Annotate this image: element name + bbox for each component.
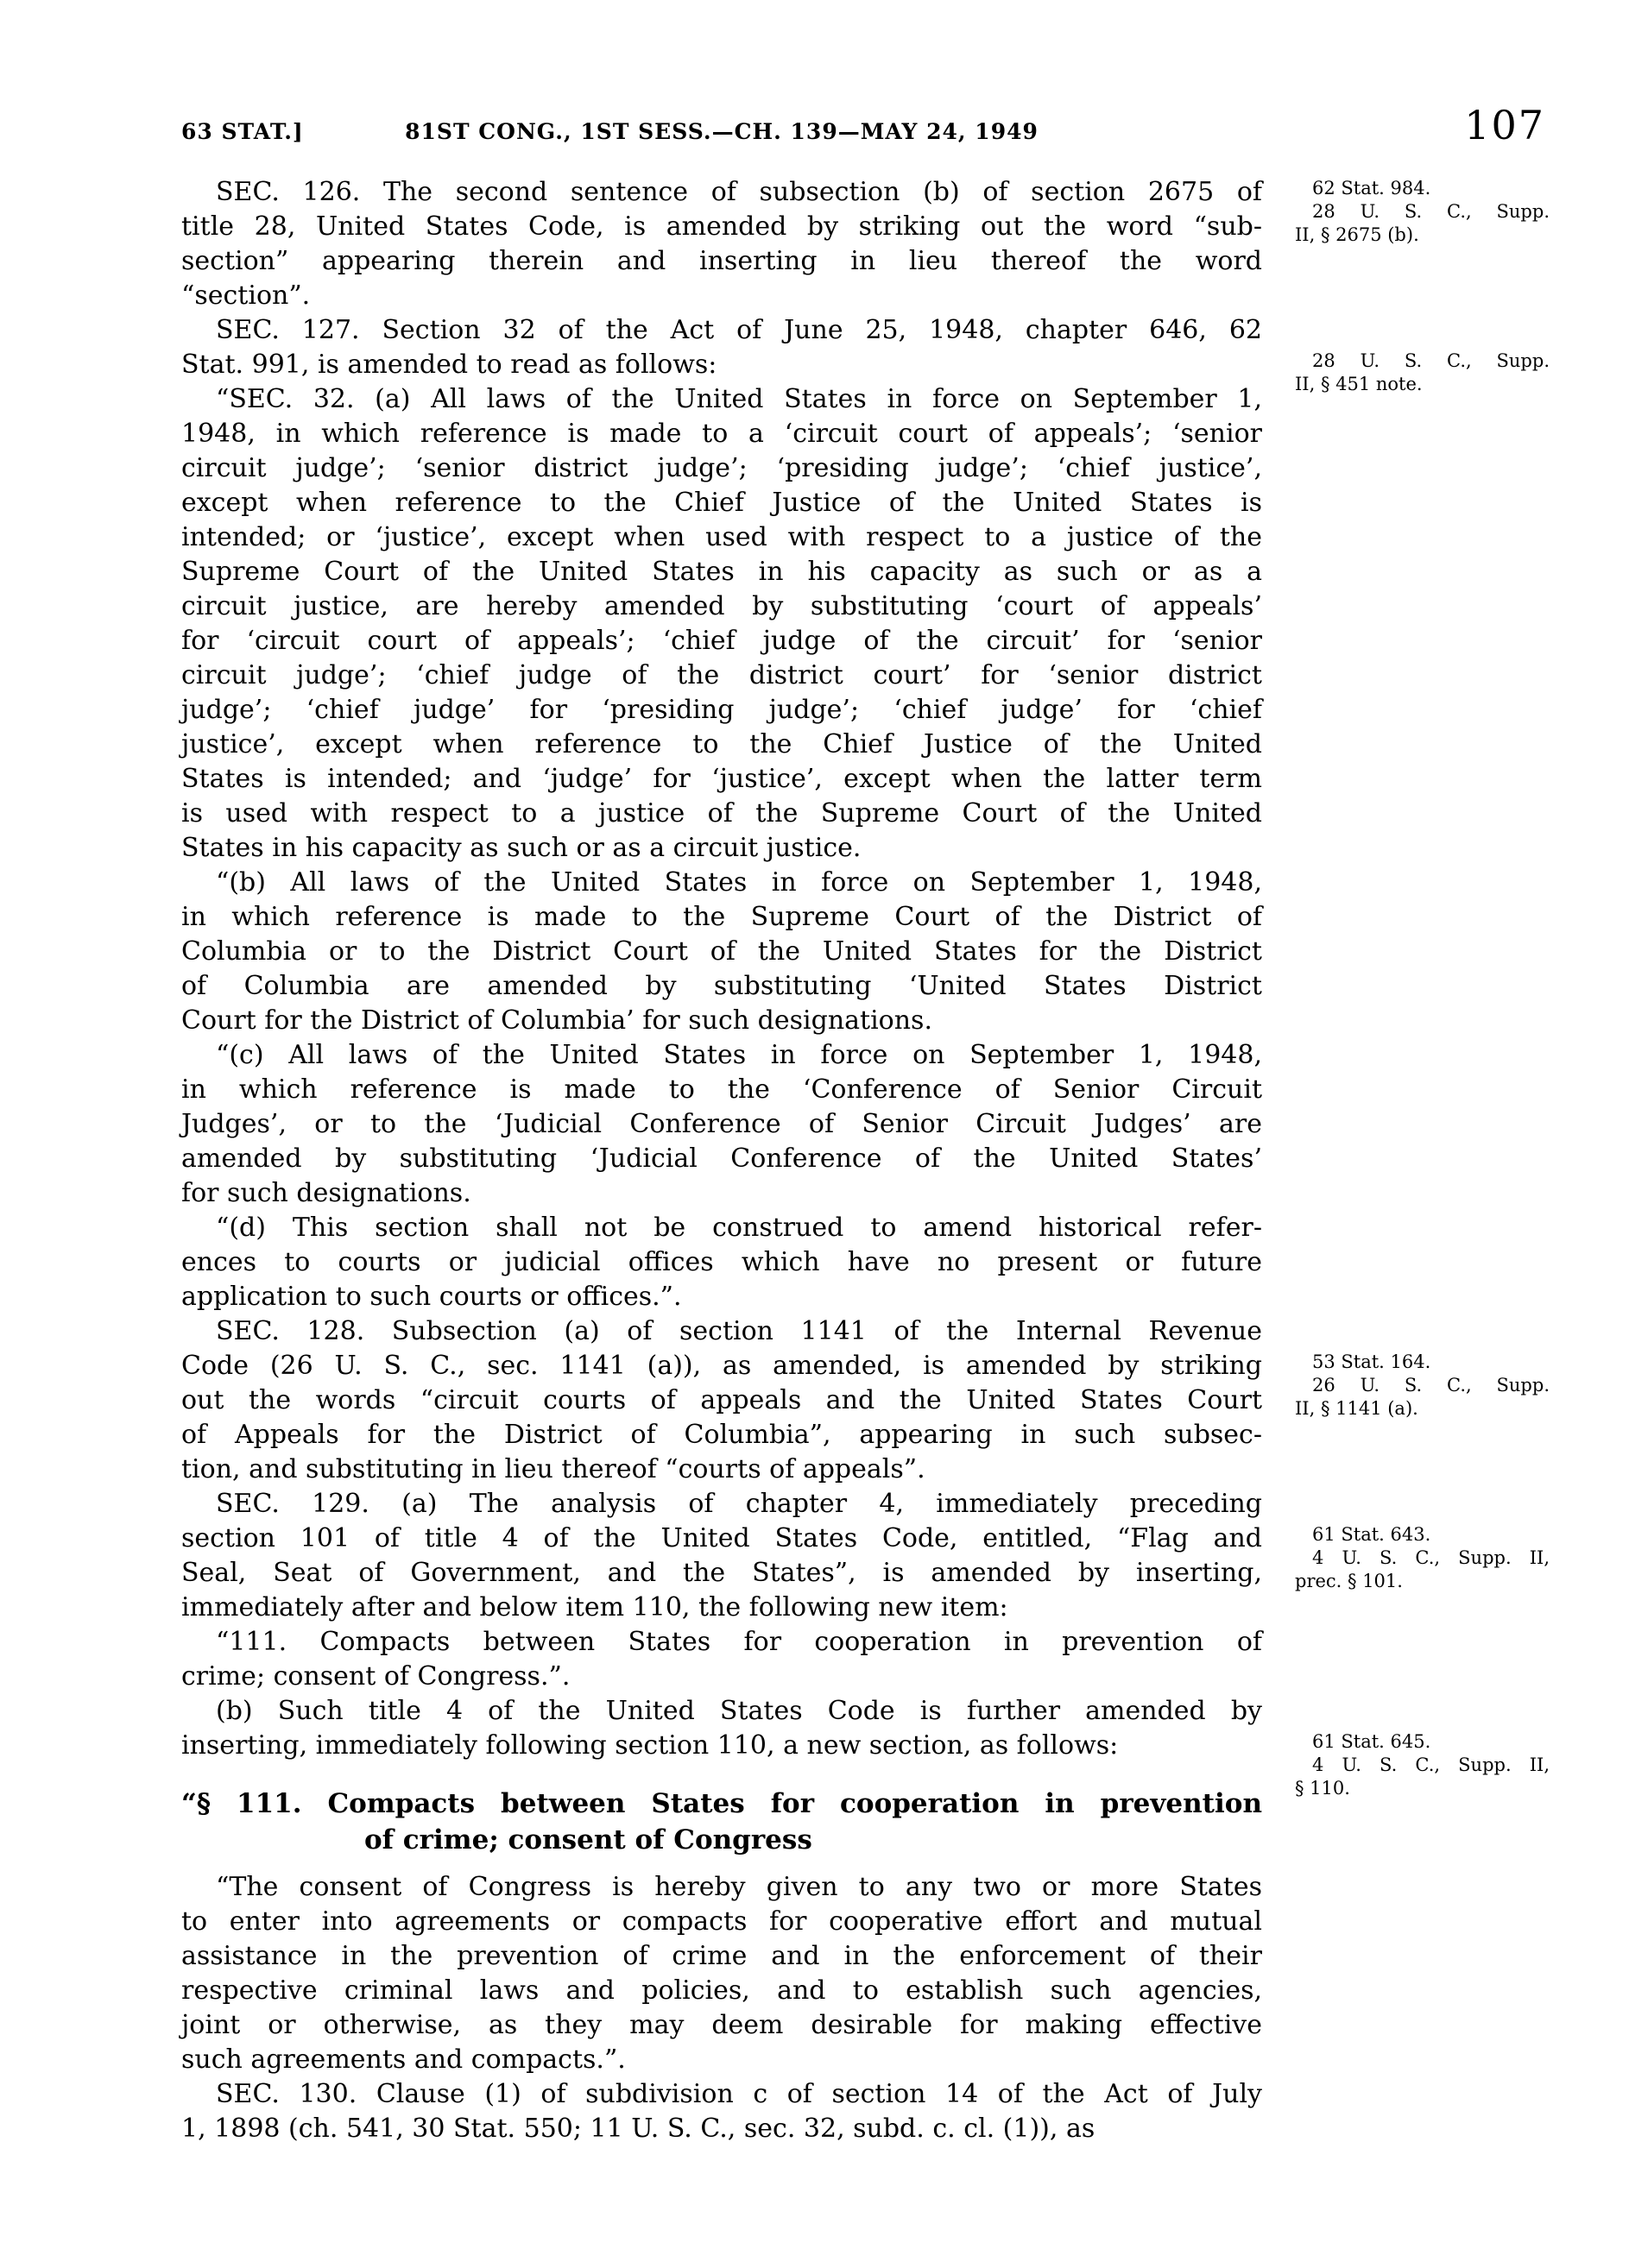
text-line: “§ 111. Compacts between States for cooperation in prevention: [181, 1788, 1262, 1819]
text-line: for ‘circuit court of appeals’; ‘chief judge of the circuit’ for ‘senior: [181, 626, 1262, 656]
citation-line: 28 U. S. C., Supp.: [1312, 350, 1550, 371]
statute-paragraph: [181, 1038, 1262, 1211]
text-line: crime; consent of Congress.”.: [181, 1661, 571, 1692]
text-line: out the words “circuit courts of appeals and the United States Court: [181, 1385, 1262, 1415]
margin-notes: [1295, 0, 1550, 2268]
citation: [1295, 1351, 1550, 1374]
statute-paragraph: [181, 1625, 1262, 1694]
text-line: circuit judge’; ‘chief judge of the district court’ for ‘senior district: [181, 660, 1262, 690]
statute-paragraph: [181, 2077, 1262, 2146]
text-line: Code (26 U. S. C., sec. 1141 (a)), as amended, is amended by striking: [181, 1351, 1262, 1381]
text-line: for such designations.: [181, 1178, 471, 1208]
statute-paragraph: [181, 175, 1262, 313]
citation-line: 4 U. S. C., Supp. II,: [1312, 1755, 1550, 1775]
citation-line: § 110.: [1295, 1778, 1350, 1799]
margin-note: [1295, 350, 1550, 396]
margin-note: [1295, 1730, 1550, 1800]
statute-paragraph: [181, 1314, 1262, 1487]
citation-line: 61 Stat. 645.: [1312, 1731, 1431, 1752]
text-line: SEC. 128. Subsection (a) of section 1141 of the Internal Revenue: [216, 1316, 1262, 1346]
citation-line: 26 U. S. C., Supp.: [1312, 1375, 1550, 1395]
citation: [1295, 1730, 1550, 1754]
citation: [1295, 200, 1550, 247]
text-line: 1948, in which reference is made to a ‘circuit court of appeals’; ‘senior: [181, 419, 1262, 449]
text-line: respective criminal laws and policies, and to establish such agencies,: [181, 1975, 1262, 2006]
text-line: judge’; ‘chief judge’ for ‘presiding judge’; ‘chief judge’ for ‘chief: [181, 695, 1262, 725]
text-line: 1, 1898 (ch. 541, 30 Stat. 550; 11 U. S. C., sec. 32, subd. c. cl. (1)), as: [181, 2114, 1095, 2144]
text-line: to enter into agreements or compacts for cooperative effort and mutual: [181, 1906, 1262, 1937]
text-line: section” appearing therein and inserting in lieu thereof the word: [181, 246, 1262, 276]
page-number: 107: [1464, 102, 1545, 148]
text-line: circuit justice, are hereby amended by substituting ‘court of appeals’: [181, 591, 1262, 621]
citation-line: prec. § 101.: [1295, 1571, 1403, 1591]
citation-line: II, § 1141 (a).: [1295, 1398, 1418, 1419]
citation: [1295, 177, 1550, 200]
text-line: States in his capacity as such or as a circuit justice.: [181, 833, 862, 863]
citation-line: 4 U. S. C., Supp. II,: [1312, 1547, 1550, 1568]
text-line: except when reference to the Chief Justice of the United States is: [181, 488, 1262, 518]
citation: [1295, 350, 1550, 396]
section-heading: [181, 1786, 1262, 1858]
text-line: title 28, United States Code, is amended by striking out the word “sub-: [181, 211, 1262, 242]
citation: [1295, 1547, 1550, 1593]
text-line: “111. Compacts between States for cooperation in prevention of: [216, 1627, 1262, 1657]
text-line: application to such courts or offices.”.: [181, 1282, 682, 1312]
statute-paragraph: [181, 1694, 1262, 1763]
text-line: Supreme Court of the United States in his capacity as such or as a: [181, 557, 1262, 587]
text-line: SEC. 130. Clause (1) of subdivision c of section 14 of the Act of July: [216, 2079, 1262, 2109]
text-line: assistance in the prevention of crime and in the enforcement of their: [181, 1941, 1262, 1971]
text-line: amended by substituting ‘Judicial Conference of the United States’: [181, 1143, 1262, 1174]
text-line: joint or otherwise, as they may deem desirable for making effective: [181, 2010, 1262, 2040]
text-line: inserting, immediately following section 110, a new section, as follows:: [181, 1730, 1119, 1761]
text-line: SEC. 126. The second sentence of subsection (b) of section 2675 of: [216, 177, 1262, 207]
margin-note: [1295, 177, 1550, 247]
text-line: section 101 of title 4 of the United States Code, entitled, “Flag and: [181, 1523, 1262, 1553]
citation-line: II, § 451 note.: [1295, 374, 1423, 394]
margin-note: [1295, 1351, 1550, 1421]
text-line: intended; or ‘justice’, except when used with respect to a justice of the: [181, 522, 1262, 552]
text-line: “(d) This section shall not be construed to amend historical refer-: [216, 1213, 1262, 1243]
text-line: circuit judge’; ‘senior district judge’; ‘presiding judge’; ‘chief justice’,: [181, 453, 1262, 483]
text-line: of Columbia are amended by substituting ‘United States District: [181, 971, 1262, 1001]
congress-session-title: 81ST CONG., 1ST SESS.—CH. 139—MAY 24, 1949: [405, 119, 1039, 144]
text-line: “(b) All laws of the United States in force on September 1, 1948,: [216, 867, 1262, 898]
text-line: immediately after and below item 110, the following new item:: [181, 1592, 1008, 1622]
citation: [1295, 1523, 1550, 1547]
text-line: of Appeals for the District of Columbia”, appearing in such subsec-: [181, 1420, 1262, 1450]
statute-paragraph: [181, 313, 1262, 382]
text-line: SEC. 129. (a) The analysis of chapter 4, immediately preceding: [216, 1489, 1262, 1519]
statute-paragraph: [181, 1487, 1262, 1625]
text-line: in which reference is made to the Supreme Court of the District of: [181, 902, 1262, 932]
text-line: in which reference is made to the ‘Conference of Senior Circuit: [181, 1074, 1262, 1105]
statute-paragraph: [181, 1211, 1262, 1314]
stat-volume-label: 63 STAT.]: [181, 119, 304, 144]
text-line: Judges’, or to the ‘Judicial Conference of Senior Circuit Judges’ are: [181, 1109, 1262, 1139]
text-line: States is intended; and ‘judge’ for ‘justice’, except when the latter term: [181, 764, 1262, 794]
text-line: ences to courts or judicial offices which have no present or future: [181, 1247, 1262, 1277]
text-line: tion, and substituting in lieu thereof “courts of appeals”.: [181, 1454, 925, 1484]
text-line: Columbia or to the District Court of the United States for the District: [181, 936, 1262, 967]
citation-line: 53 Stat. 164.: [1312, 1351, 1431, 1372]
text-line: (b) Such title 4 of the United States Code is further amended by: [216, 1696, 1262, 1726]
citation-line: 28 U. S. C., Supp.: [1312, 201, 1550, 222]
text-line: Court for the District of Columbia’ for such designations.: [181, 1005, 932, 1036]
text-line: Seal, Seat of Government, and the States”, is amended by inserting,: [181, 1558, 1262, 1588]
margin-note: [1295, 1523, 1550, 1593]
text-line: Stat. 991, is amended to read as follows:: [181, 350, 717, 380]
text-line: “SEC. 32. (a) All laws of the United States in force on September 1,: [216, 384, 1262, 414]
text-line: justice’, except when reference to the Chief Justice of the United: [181, 729, 1262, 759]
text-line: “The consent of Congress is hereby given to any two or more States: [216, 1872, 1262, 1902]
text-line: SEC. 127. Section 32 of the Act of June 25, 1948, chapter 646, 62: [216, 315, 1262, 345]
statute-body: [181, 175, 1262, 2146]
citation: [1295, 1374, 1550, 1421]
text-line: “(c) All laws of the United States in force on September 1, 1948,: [216, 1040, 1262, 1070]
citation-line: 62 Stat. 984.: [1312, 178, 1431, 198]
statute-paragraph: [181, 866, 1262, 1038]
text-line: of crime; consent of Congress: [364, 1824, 812, 1855]
citation-line: 61 Stat. 643.: [1312, 1524, 1431, 1545]
citation-line: II, § 2675 (b).: [1295, 224, 1419, 245]
text-line: is used with respect to a justice of the Supreme Court of the United: [181, 798, 1262, 828]
statute-paragraph: [181, 1870, 1262, 2077]
statute-paragraph: [181, 382, 1262, 866]
text-line: “section”.: [181, 280, 311, 311]
citation: [1295, 1754, 1550, 1800]
text-line: such agreements and compacts.”.: [181, 2044, 626, 2075]
